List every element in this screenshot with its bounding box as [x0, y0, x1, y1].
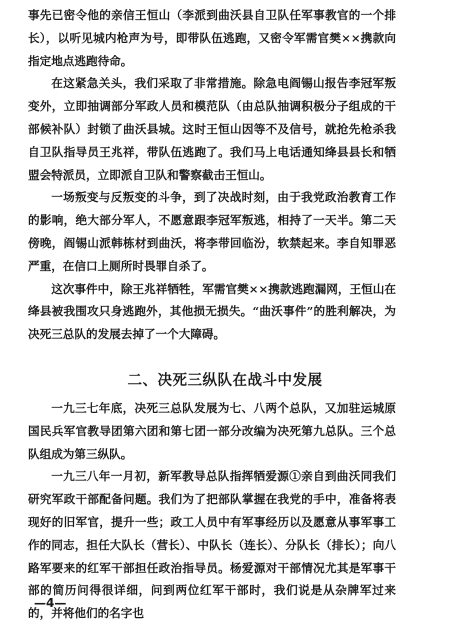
- page-number: —4—: [34, 596, 67, 610]
- paragraph: 一九三八年一月初，新军教导总队指挥牺爱源①亲自到曲沃同我们研究军政干部配备问题。我们为了把部队掌握在我党的手中，准备将表现好的旧军官，提升一些；政工人员中有军事经历以及愿意从事军事工作的同志，担任大队长（营长）、中队长（连长）、分队长（排长）；向八路军要来的红军干部担任政治指导员。杨爱源对干部情况尤其是军事干部的简历问得很详细，问到两位红军干部时，我们说是从杂牌军过来的，并将他们的名字也: [28, 469, 396, 621]
- paragraph: 在这紧急关头，我们采取了非常措施。除急电阎锡山报告李冠军叛变外，立即抽调部分军政人员和模范队（由总队抽调积极分子组成的干部候补队）封锁了曲沃县城。这时王恒山因等不及信号，就抢先枪杀我自卫队指导员王兆祥，带队伍逃跑了。我们马上电话通知绛县县长和牺盟会特派员，立即派自卫队和警察截击王恒山。: [28, 76, 396, 182]
- section-heading: 二、决死三纵队在战斗中发展: [127, 372, 323, 389]
- paragraph: 一场叛变与反叛变的斗争，到了决战时刻，由于我党政治教育工作的影响，绝大部分军人，不愿意跟李冠军叛逃，相持了一天半。第二天傍晚，阎锡山派韩栋材到曲沃，将李带回临汾，软禁起来。李自知罪恶严重，在信口上厕所时畏罪自杀了。: [28, 190, 396, 273]
- paragraph: 事先已密令他的亲信王恒山（李派到曲沃县自卫队任军事教官的一个排长），以听见城内枪声为号，即带队伍逃跑，又密令军需官樊××携款向指定地点逃跑待命。: [28, 8, 396, 68]
- body-text-bottom: [28, 397, 396, 625]
- paragraph: 一九三七年底，决死三总队发展为七、八两个总队，又加驻运城原国民兵军官教导团第六团和第七团一部分改编为决死第九总队。三个总队组成为第三纵队。: [28, 401, 396, 461]
- body-text-top: [28, 4, 396, 346]
- paragraph: 这次事件中，除王兆祥牺牲，军需官樊××携款逃跑漏网，王恒山在绛县被我围攻只身逃跑外，其他损无损失。“曲沃事件”的胜利解决，为决死三总队的发展去掉了一个大障碍。: [28, 281, 396, 342]
